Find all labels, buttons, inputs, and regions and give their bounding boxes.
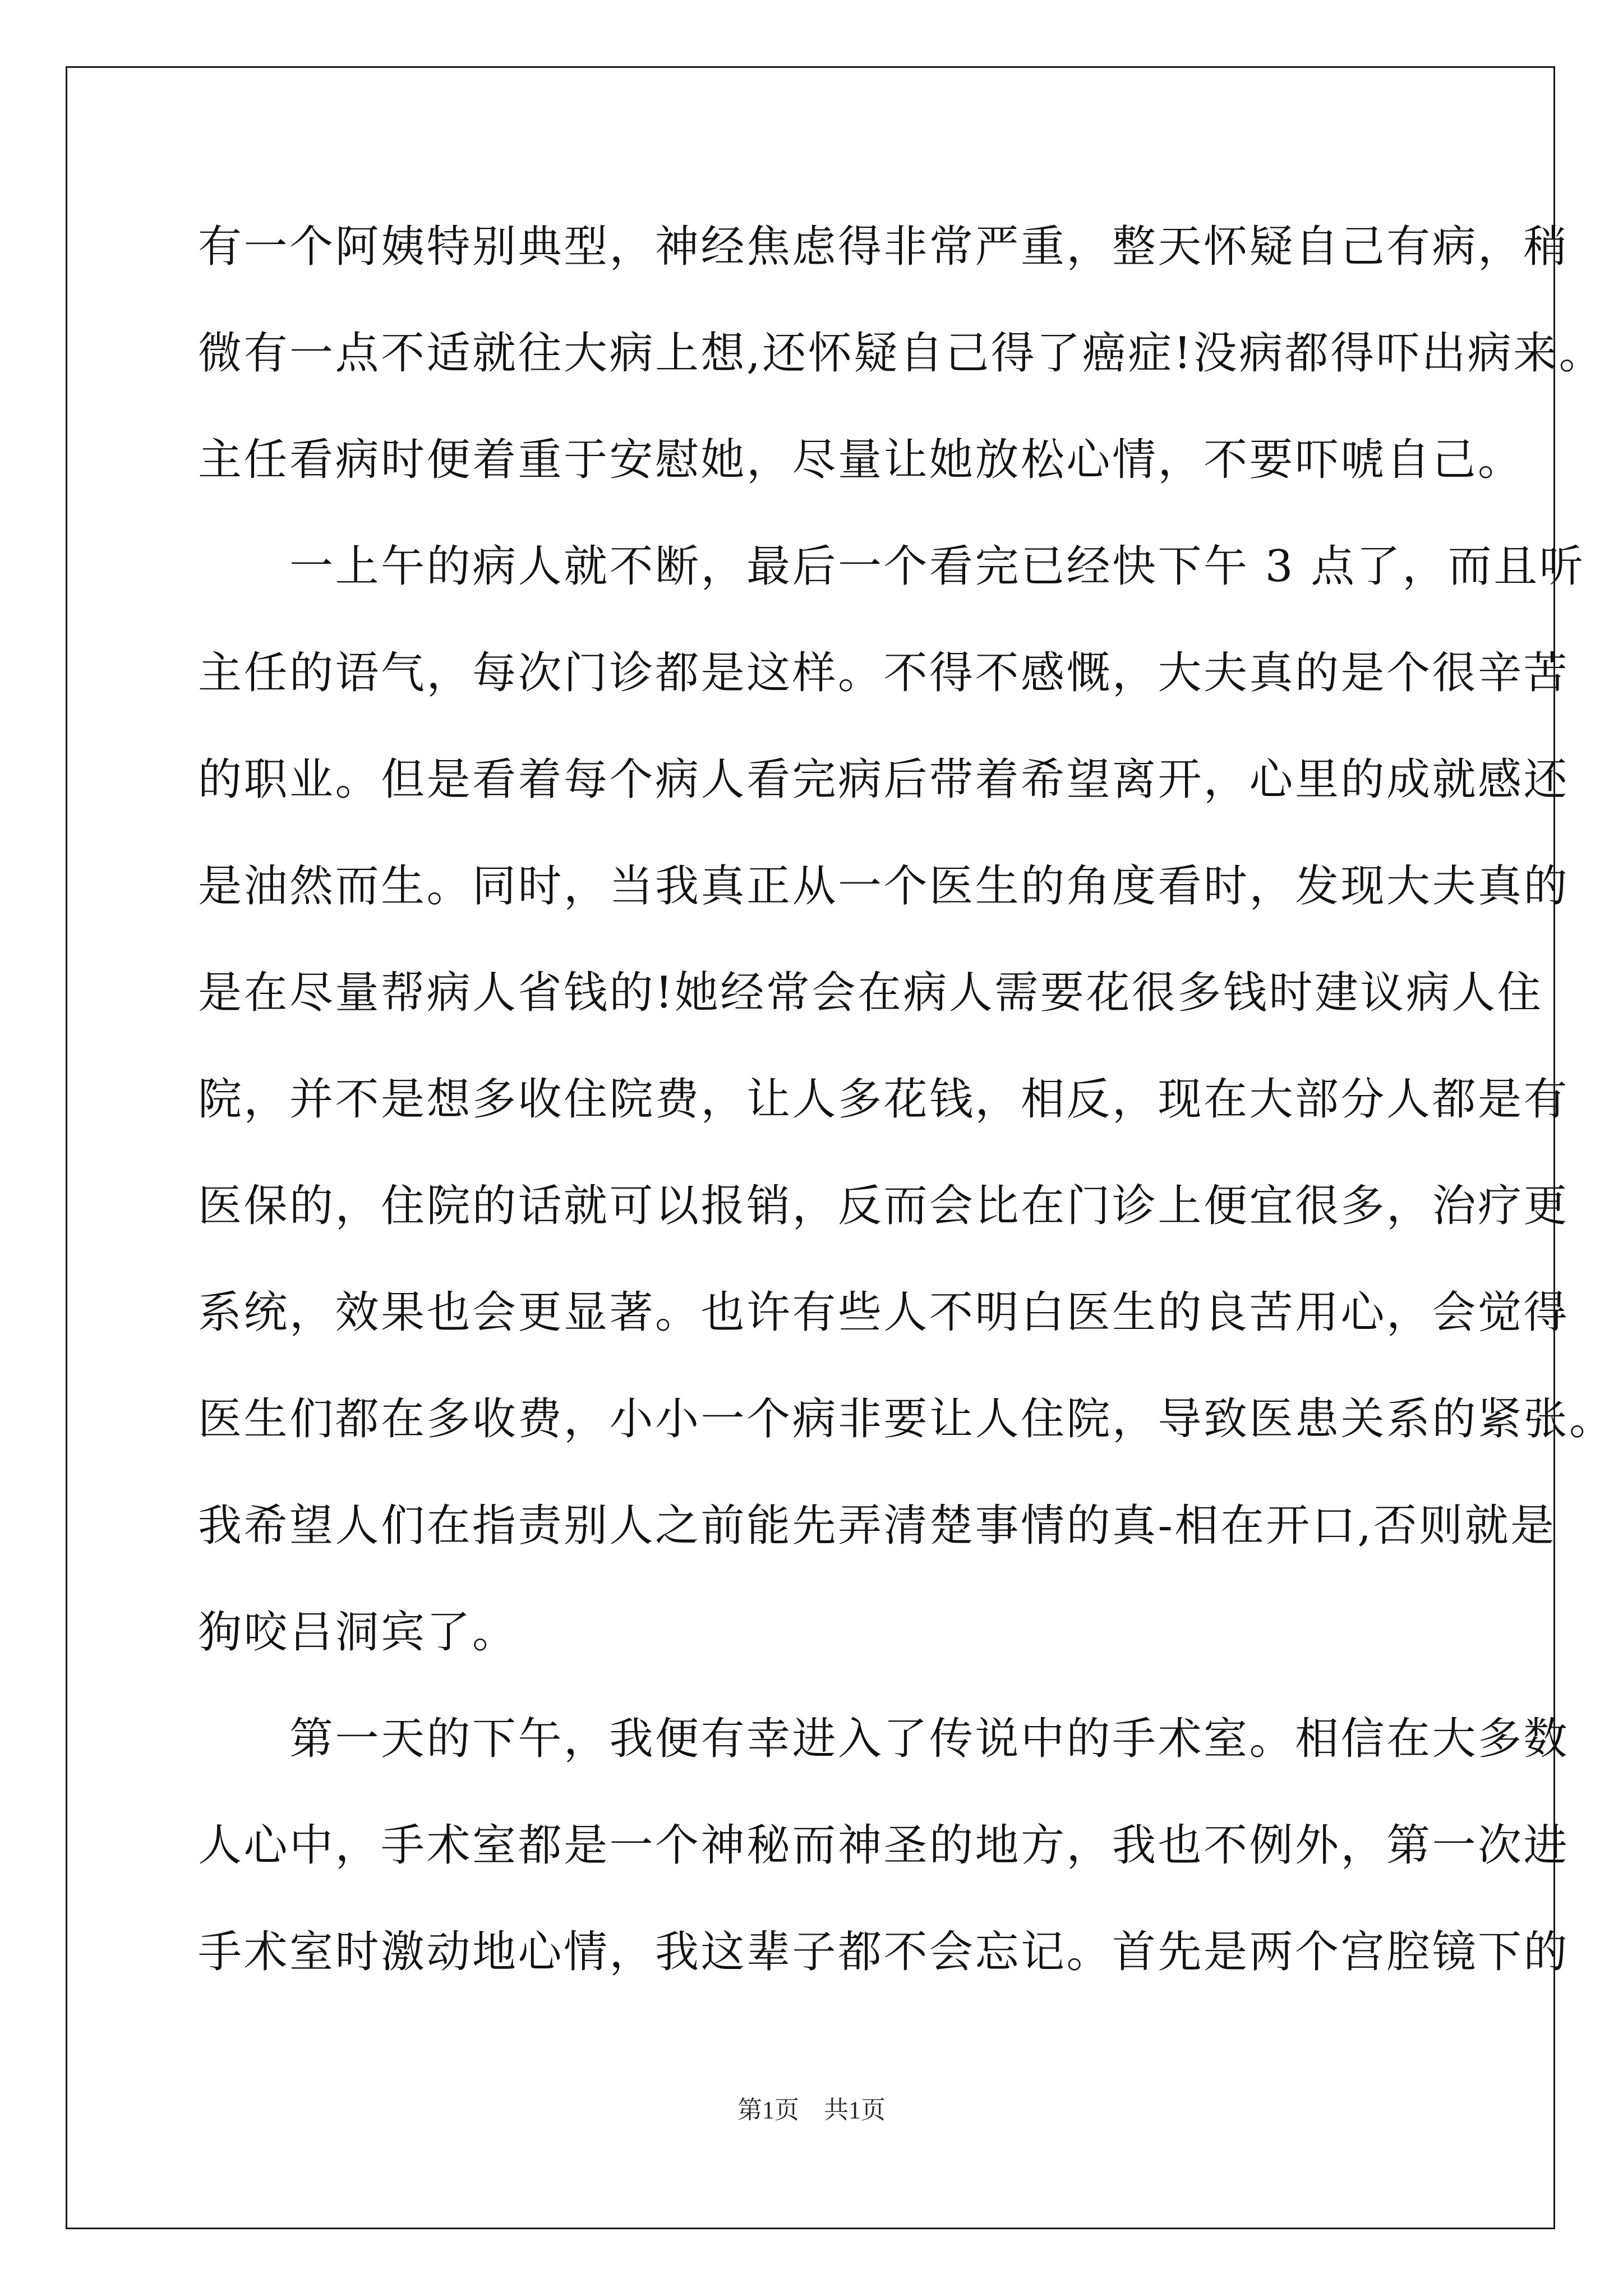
text-line: 主任看病时便着重于安慰她，尽量让她放松心情，不要吓唬自己。 bbox=[198, 435, 1524, 485]
text-line: 是在尽量帮病人省钱的!她经常会在病人需要花很多钱时建议病人住 bbox=[198, 968, 1543, 1018]
document-body bbox=[198, 213, 1615, 2025]
text-line: 手术室时激动地心情，我这辈子都不会忘记。首先是两个宫腔镜下的 bbox=[198, 1927, 1570, 1977]
text-line: 院，并不是想多收住院费，让人多花钱，相反，现在大部分人都是有 bbox=[198, 1074, 1570, 1125]
text-line: 人心中，手术室都是一个神秘而神圣的地方，我也不例外，第一次进 bbox=[198, 1820, 1570, 1871]
text-line: 医生们都在多收费，小小一个病非要让人住院，导致医患关系的紧张。 bbox=[198, 1394, 1615, 1444]
text-line: 有一个阿姨特别典型，神经焦虑得非常严重，整天怀疑自己有病，稍 bbox=[198, 222, 1570, 272]
text-line: 的职业。但是看着每个病人看完病后带着希望离开，心里的成就感还 bbox=[198, 754, 1570, 805]
text-line: 一上午的病人就不断，最后一个看完已经快下午 3 点了，而且听 bbox=[198, 541, 1585, 592]
text-line: 是油然而生。同时，当我真正从一个医生的角度看时，发现大夫真的 bbox=[198, 861, 1570, 912]
text-line: 主任的语气，每次门诊都是这样。不得不感慨，大夫真的是个很辛苦 bbox=[198, 648, 1570, 698]
text-line: 微有一点不适就往大病上想,还怀疑自己得了癌症!没病都得吓出病来。 bbox=[198, 328, 1605, 379]
text-line: 我希望人们在指责别人之前能先弄清楚事情的真-相在开口,否则就是 bbox=[198, 1501, 1556, 1551]
text-line: 第一天的下午，我便有幸进入了传说中的手术室。相信在大多数 bbox=[198, 1714, 1570, 1764]
page-number-footer: 第1页 共1页 bbox=[737, 2096, 886, 2124]
text-line: 医保的，住院的话就可以报销，反而会比在门诊上便宜很多，治疗更 bbox=[198, 1181, 1570, 1231]
text-line: 狗咬吕洞宾了。 bbox=[198, 1607, 518, 1658]
text-line: 系统，效果也会更显著。也许有些人不明白医生的良苦用心，会觉得 bbox=[198, 1287, 1570, 1338]
